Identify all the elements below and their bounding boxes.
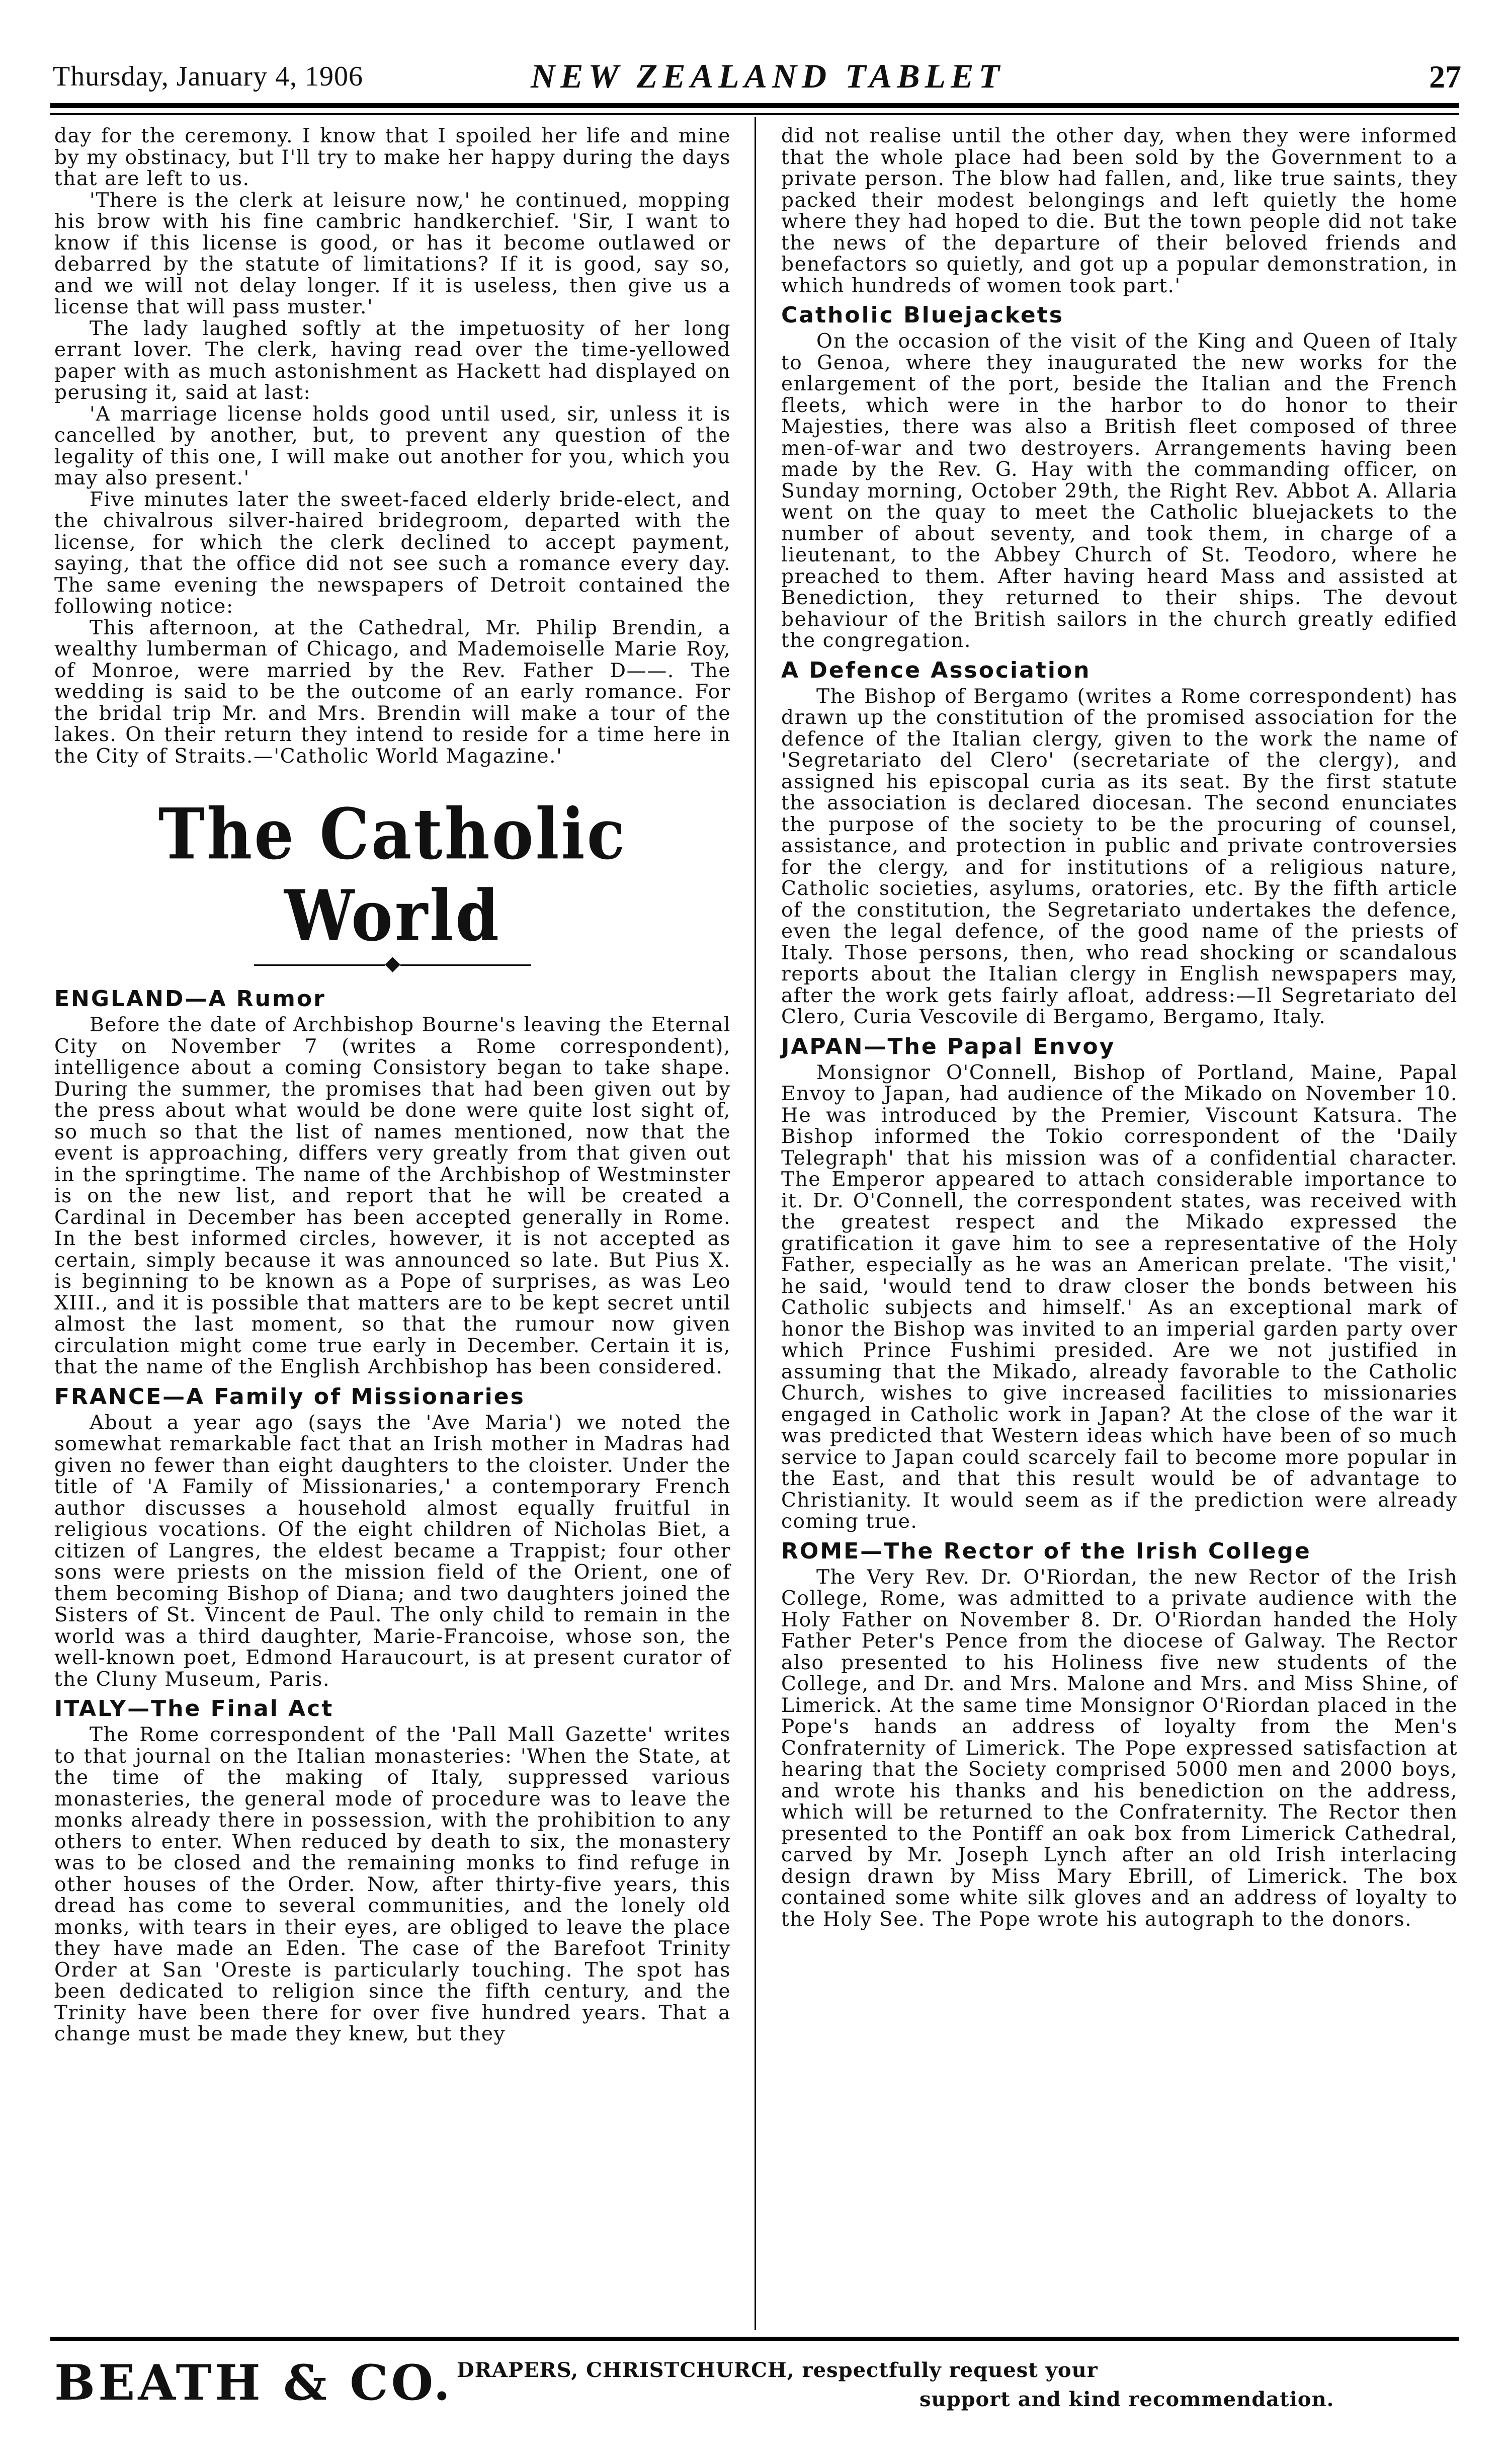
article-body-rome: The Very Rev. Dr. O'Riordan, the new Rector of the Irish College, Rome, was admitted to a private audience with the Holy Father on November 8. Dr. O'Riordan handed the Holy Father Peter's Pence from the diocese of Galway. The Rector also presented to his Holiness five new students of the College, and Dr. and Mrs. Malone and Mrs. and Miss Shine, of Limerick. At the same time Monsignor O'Riordan placed in the Pope's hands an address of loyalty from the Men's Confraternity of Limerick. The Pope expressed satisfaction at hearing that the Society comprised 5000 men and 2000 boys, and wrote his thanks and his benediction on the address, which will be returned to the Confraternity. The Rector then presented to the Pontiff an oak box from Limerick Cathedral, carved by Mr. Joseph Lynch after an old Irish interlacing design drawn by Miss Mary Ebrill, of Limerick. The box contained some white silk gloves and an address of loyalty to the Holy See. The Pope wrote his autograph to the donors.	[781, 1566, 1458, 1931]
article-body-france: About a year ago (says the 'Ave Maria') we noted the somewhat remarkable fact that an Irish mother in Madras had given no fewer than eight daughters to the cloister. Under the title of 'A Family of Missionaries,' a contemporary French author discusses a household almost equally fruitful in religious vocations. Of the eight children of Nicholas Biet, a citizen of Langres, the eldest became a Trappist; four other sons were priests on the mission field of the Orient, one of them becoming Bishop of Diana; and two daughters joined the Sisters of St. Vincent de Paul. The only child to remain in the world was a third daughter, Marie-Francoise, whose son, the well-known poet, Edmond Haraucourt, is at present curator of the Cluny Museum, Paris.	[54, 1411, 731, 1691]
article-heading-italy: ITALY—The Final Act	[54, 1696, 334, 1721]
article-heading-rome: ROME—The Rector of the Irish College	[781, 1538, 1311, 1564]
advertiser-name: BEATH & CO.	[54, 2354, 454, 2411]
story-paragraph: This afternoon, at the Cathedral, Mr. Philip Brendin, a wealthy lumberman of Chicago, and Mademoiselle Marie Roy, of Monroe, were married by the Rev. Father D——. The wedding is said to be the outcome of an early romance. For the bridal trip Mr. and Mrs. Brendin will make a tour of the lakes. On their return they intend to reside for a time here in the City of Straits.—'Catholic World Magazine.'	[54, 616, 731, 768]
article-body-defence: The Bishop of Bergamo (writes a Rome correspondent) has drawn up the constitution of the promised association for the defence of the Italian clergy, given to the work the name of 'Segretariato del Clero' (secretariate of the clergy), and assigned his episcopal curia as its seat. By the first statute the association is declared diocesan. The second enunciates the purpose of the society to be the procuring of counsel, assistance, and protection in public and private controversies for the clergy, and for institutions of a religious nature, Catholic societies, asylums, oratories, etc. By the fifth article of the constitution, the Segretariato undertakes the defence, even the legal defence, of the good name of the priests of Italy. Those persons, then, who read shocking or scandalous reports about the Italian clergy in English newspapers may, after the work gets fairly afloat, address:—Il Segretariato del Clero, Curia Vescovile di Bergamo, Bergamo, Italy.	[781, 685, 1458, 1028]
article-body-england: Before the date of Archbishop Bourne's leaving the Eternal City on November 7 (writes a Rome correspondent), intelligence about a coming Consistory began to take shape. During the summer, the promises that had been given out by the press about what would be done were quite lost sight of, so much so that the list of names mentioned, now that the event is approaching, differs very greatly from that given out in the springtime. The name of the Archbishop of Westminster is on the new list, and report that he will be created a Cardinal in December has been accepted generally in Rome. In the best informed circles, however, it is not accepted as certain, simply because it was announced so late. But Pius X. is beginning to be known as a Pope of surprises, as was Leo XIII., and it is possible that matters are to be kept secret until almost the last moment, so that the rumour now given circulation might come true early in December. Certain it is, that the name of the English Archbishop has been considered.	[54, 1014, 731, 1378]
masthead	[53, 57, 1461, 96]
footer-rule	[50, 2337, 1459, 2341]
article-heading-defence: A Defence Association	[781, 657, 1091, 683]
advertisement	[54, 2354, 1463, 2455]
newspaper-title: NEW ZEALAND TABLET	[531, 57, 1005, 95]
page-number: 27	[1429, 59, 1461, 95]
header-rule-thin	[50, 113, 1459, 115]
right-column	[781, 126, 1458, 1930]
column-divider	[755, 117, 756, 2330]
article-body-bluejackets: On the occasion of the visit of the King and Queen of Italy to Genoa, where they inaugurated the new works for the enlargement of the port, beside the Italian and the French fleets, which were in the harbor to do honor to their Majesties, there was also a British fleet composed of three men-of-war and two destroyers. Arrangements having been made by the Rev. G. Hay with the commanding officer, on Sunday morning, October 29th, the Right Rev. Abbot A. Allaria went on the quay to meet the Catholic bluejackets to the number of about seventy, and took them, in charge of a lieutenant, to the Abbey Church of St. Teodoro, where he preached to them. After having heard Mass and assisted at Benediction, they returned to their ships. The devout behaviour of the British sailors in the church greatly edified the congregation.	[781, 330, 1458, 652]
article-heading-england: ENGLAND—A Rumor	[54, 986, 326, 1012]
article-heading-bluejackets: Catholic Bluejackets	[781, 302, 1064, 328]
story-paragraph: Five minutes later the sweet-faced elderly bride-elect, and the chivalrous silver-haired bridegroom, departed with the license, for which the clerk declined to accept payment, saying, that the office did not see such a romance every day. The same evening the newspapers of Detroit contained the following notice:	[54, 488, 731, 618]
article-body-italy: The Rome correspondent of the 'Pall Mall Gazette' writes to that journal on the Italian monasteries: 'When the State, at the time of the making of Italy, suppressed various monasteries, the general mode of procedure was to leave the monks already there in possession, with the prohibition to any others to enter. When reduced by death to six, the monastery was to be closed and the remaining monks to find refuge in other houses of the Order. Now, after thirty-five years, this dread has come to several communities, and the lonely old monks, with tears in their eyes, are obliged to leave the place they have made an Eden. The case of the Barefoot Trinity Order at San 'Oreste is particularly touching. The spot has been dedicated to religion since the fifth century, and the Trinity have been there for over five hundred years. That a change must be made they knew, but they	[54, 1723, 731, 2045]
story-paragraph: day for the ceremony. I know that I spoiled her life and mine by my obstinacy, but I'll try to make her happy during the days that are left to us.	[54, 125, 731, 190]
section-title: The Catholic World	[158, 793, 627, 957]
story-paragraph: 'There is the clerk at leisure now,' he continued, mopping his brow with his fine cambric handkerchief. 'Sir, I want to know if this license is good, or has it become outlawed or debarred by the statute of limitations? If it is good, say so, and we will not delay longer. If it is useless, then give us a license that will pass muster.'	[54, 189, 731, 318]
article-body-japan: Monsignor O'Connell, Bishop of Portland, Maine, Papal Envoy to Japan, had audience of the Mikado on November 10. He was introduced by the Premier, Viscount Katsura. The Bishop informed the Tokio correspondent of the 'Daily Telegraph' that his mission was of a confidential character. The Emperor appeared to attach considerable importance to it. Dr. O'Connell, the correspondent states, was received with the greatest respect and the Mikado expressed the gratification it gave him to see a representative of the Holy Father, especially as he was an American prelate. 'The visit,' he said, 'would tend to draw closer the bonds between his Catholic subjects and himself.' As an exceptional mark of honor the Bishop was invited to an imperial garden party over which Prince Fushimi presided. Are we not justified in assuming that the Mikado, already favorable to the Catholic Church, wishes to give increased facilities to missionaries engaged in Catholic work in Japan? At the close of the war it was predicted that Western ideas which have been of so much service to Japan could scarcely fail to become more popular in the East, and that this result would be of advantage to Christianity. It would seem as if the prediction were already coming true.	[781, 1061, 1458, 1533]
advertisement-line-2: support and kind recommendation.	[919, 2388, 1334, 2411]
diamond-ornament-icon: ◆	[385, 951, 400, 975]
article-heading-japan: JAPAN—The Papal Envoy	[781, 1033, 1116, 1059]
article-body-italy-continued: did not realise until the other day, when they were informed that the whole place had been sold by the Government to a private person. The blow had fallen, and, like true saints, they packed their modest belongings and left quietly the home where they had hoped to die. But the town people did not take the news of the departure of their beloved friends and benefactors so quietly, and got up a popular demonstration, in which hundreds of women took part.'	[781, 125, 1458, 297]
left-column	[54, 126, 731, 2045]
article-heading-france: FRANCE—A Family of Missionaries	[54, 1383, 525, 1410]
header-rule-thick	[50, 103, 1459, 108]
story-paragraph: 'A marriage license holds good until used, sir, unless it is cancelled by another, but, to prevent any question of the legality of this one, I will make out another for you, which you may also present.'	[54, 402, 731, 489]
advertisement-line-1: DRAPERS, CHRISTCHURCH, respectfully request your	[457, 2358, 1098, 2382]
story-paragraph: The lady laughed softly at the impetuosity of her long errant lover. The clerk, having read over the time-yellowed paper with as much astonishment as Hackett had displayed on perusing it, said at last:	[54, 317, 731, 404]
issue-date: Thursday, January 4, 1906	[53, 61, 364, 92]
